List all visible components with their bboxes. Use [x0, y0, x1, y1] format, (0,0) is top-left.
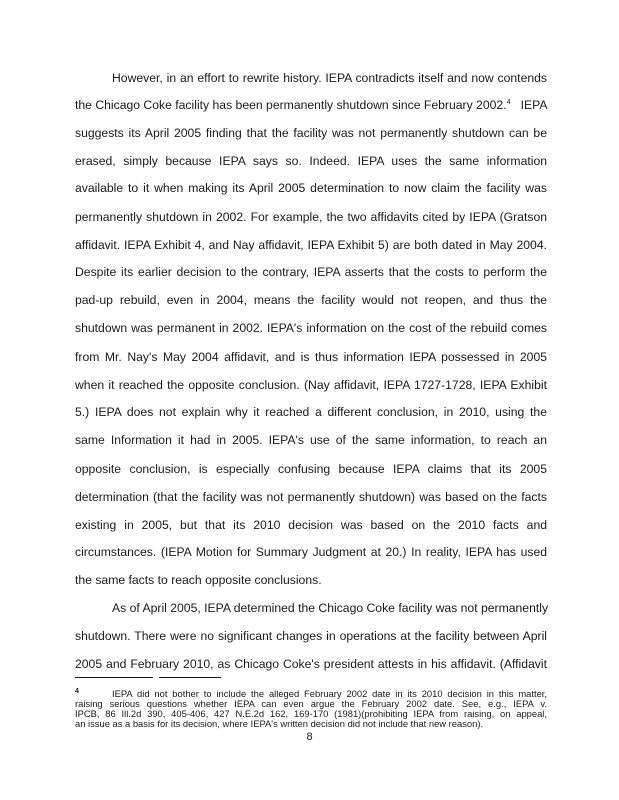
- body-line: affidavit. IEPA Exhibit 4, and Nay affidavit, IEPA Exhibit 5) are both dated in May 2004.: [75, 238, 547, 252]
- footnote-line: raising serious questions whether IEPA can even argue the February 2002 date. See, e.g., IEPA v.: [75, 698, 547, 709]
- footnote-separator: [75, 677, 221, 678]
- body-line: suggests its April 2005 finding that the facility was not permanently shutdown can be: [75, 126, 547, 140]
- body-line: [75, 98, 547, 112]
- body-line: existing in 2005, but that its 2010 decision was based on the 2010 facts and: [75, 518, 547, 532]
- body-line: shutdown was permanent in 2002. IEPA's information on the cost of the rebuild comes: [75, 321, 547, 335]
- footnote-separator-gap: [153, 675, 159, 679]
- body-line: from Mr. Nay's May 2004 affidavit, and is thus information IEPA possessed in 2005: [75, 350, 547, 364]
- body-line-text: the Chicago Coke facility has been permanently shutdown since February 2002.: [75, 98, 507, 112]
- body-line: pad-up rebuild, even in 2004, means the facility would not reopen, and thus the: [75, 293, 547, 307]
- body-line: determination (that the facility was not permanently shutdown) was based on the facts: [75, 490, 547, 504]
- footnote-line: an issue as a basis for its decision, where IEPA's written decision did not include that new reason).: [75, 718, 484, 729]
- body-line: the same facts to reach opposite conclusions.: [75, 573, 322, 587]
- body-line: erased, simply because IEPA says so. Indeed. IEPA uses the same information: [75, 154, 547, 168]
- body-line: shutdown. There were no significant changes in operations at the facility between April: [75, 629, 547, 643]
- body-line-text: IEPA: [520, 98, 548, 112]
- page-number: 8: [306, 731, 313, 743]
- body-line: when it reached the opposite conclusion. (Nay affidavit, IEPA 1727-1728, IEPA Exhibit: [75, 378, 547, 392]
- body-line: circumstances. (IEPA Motion for Summary Judgment at 20.) In reality, IEPA has used: [75, 545, 547, 559]
- body-line: However, in an effort to rewrite history. IEPA contradicts itself and now contends: [112, 71, 547, 85]
- body-line: same Information it had in 2005. IEPA's use of the same information, to reach an: [75, 433, 547, 447]
- body-line: 5.) IEPA does not explain why it reached a different conclusion, in 2010, using the: [75, 405, 547, 419]
- footnote-marker: 4: [75, 688, 79, 695]
- body-line: permanently shutdown in 2002. For example, the two affidavits cited by IEPA (Gratson: [75, 210, 547, 224]
- body-line: Despite its earlier decision to the contrary, IEPA asserts that the costs to perform the: [75, 265, 547, 279]
- footnote-reference: 4: [506, 98, 511, 106]
- body-line: 2005 and February 2010, as Chicago Coke's president attests in his affidavit. (Affidavit: [75, 657, 547, 671]
- body-line: opposite conclusion, is especially confusing because IEPA claims that its 2005: [75, 462, 547, 476]
- footnote-line: IPCB, 86 Ill.2d 390, 405-406, 427 N.E.2d 162, 169-170 (1981)(prohibiting IEPA from raising, on appeal,: [75, 708, 547, 719]
- footnote-line: IEPA did not bother to include the alleged February 2002 date in its 2010 decision in this matter,: [112, 688, 547, 699]
- body-line: available to it when making its April 2005 determination to now claim the facility was: [75, 181, 547, 195]
- body-line: As of April 2005, IEPA determined the Chicago Coke facility was not permanently: [112, 601, 549, 615]
